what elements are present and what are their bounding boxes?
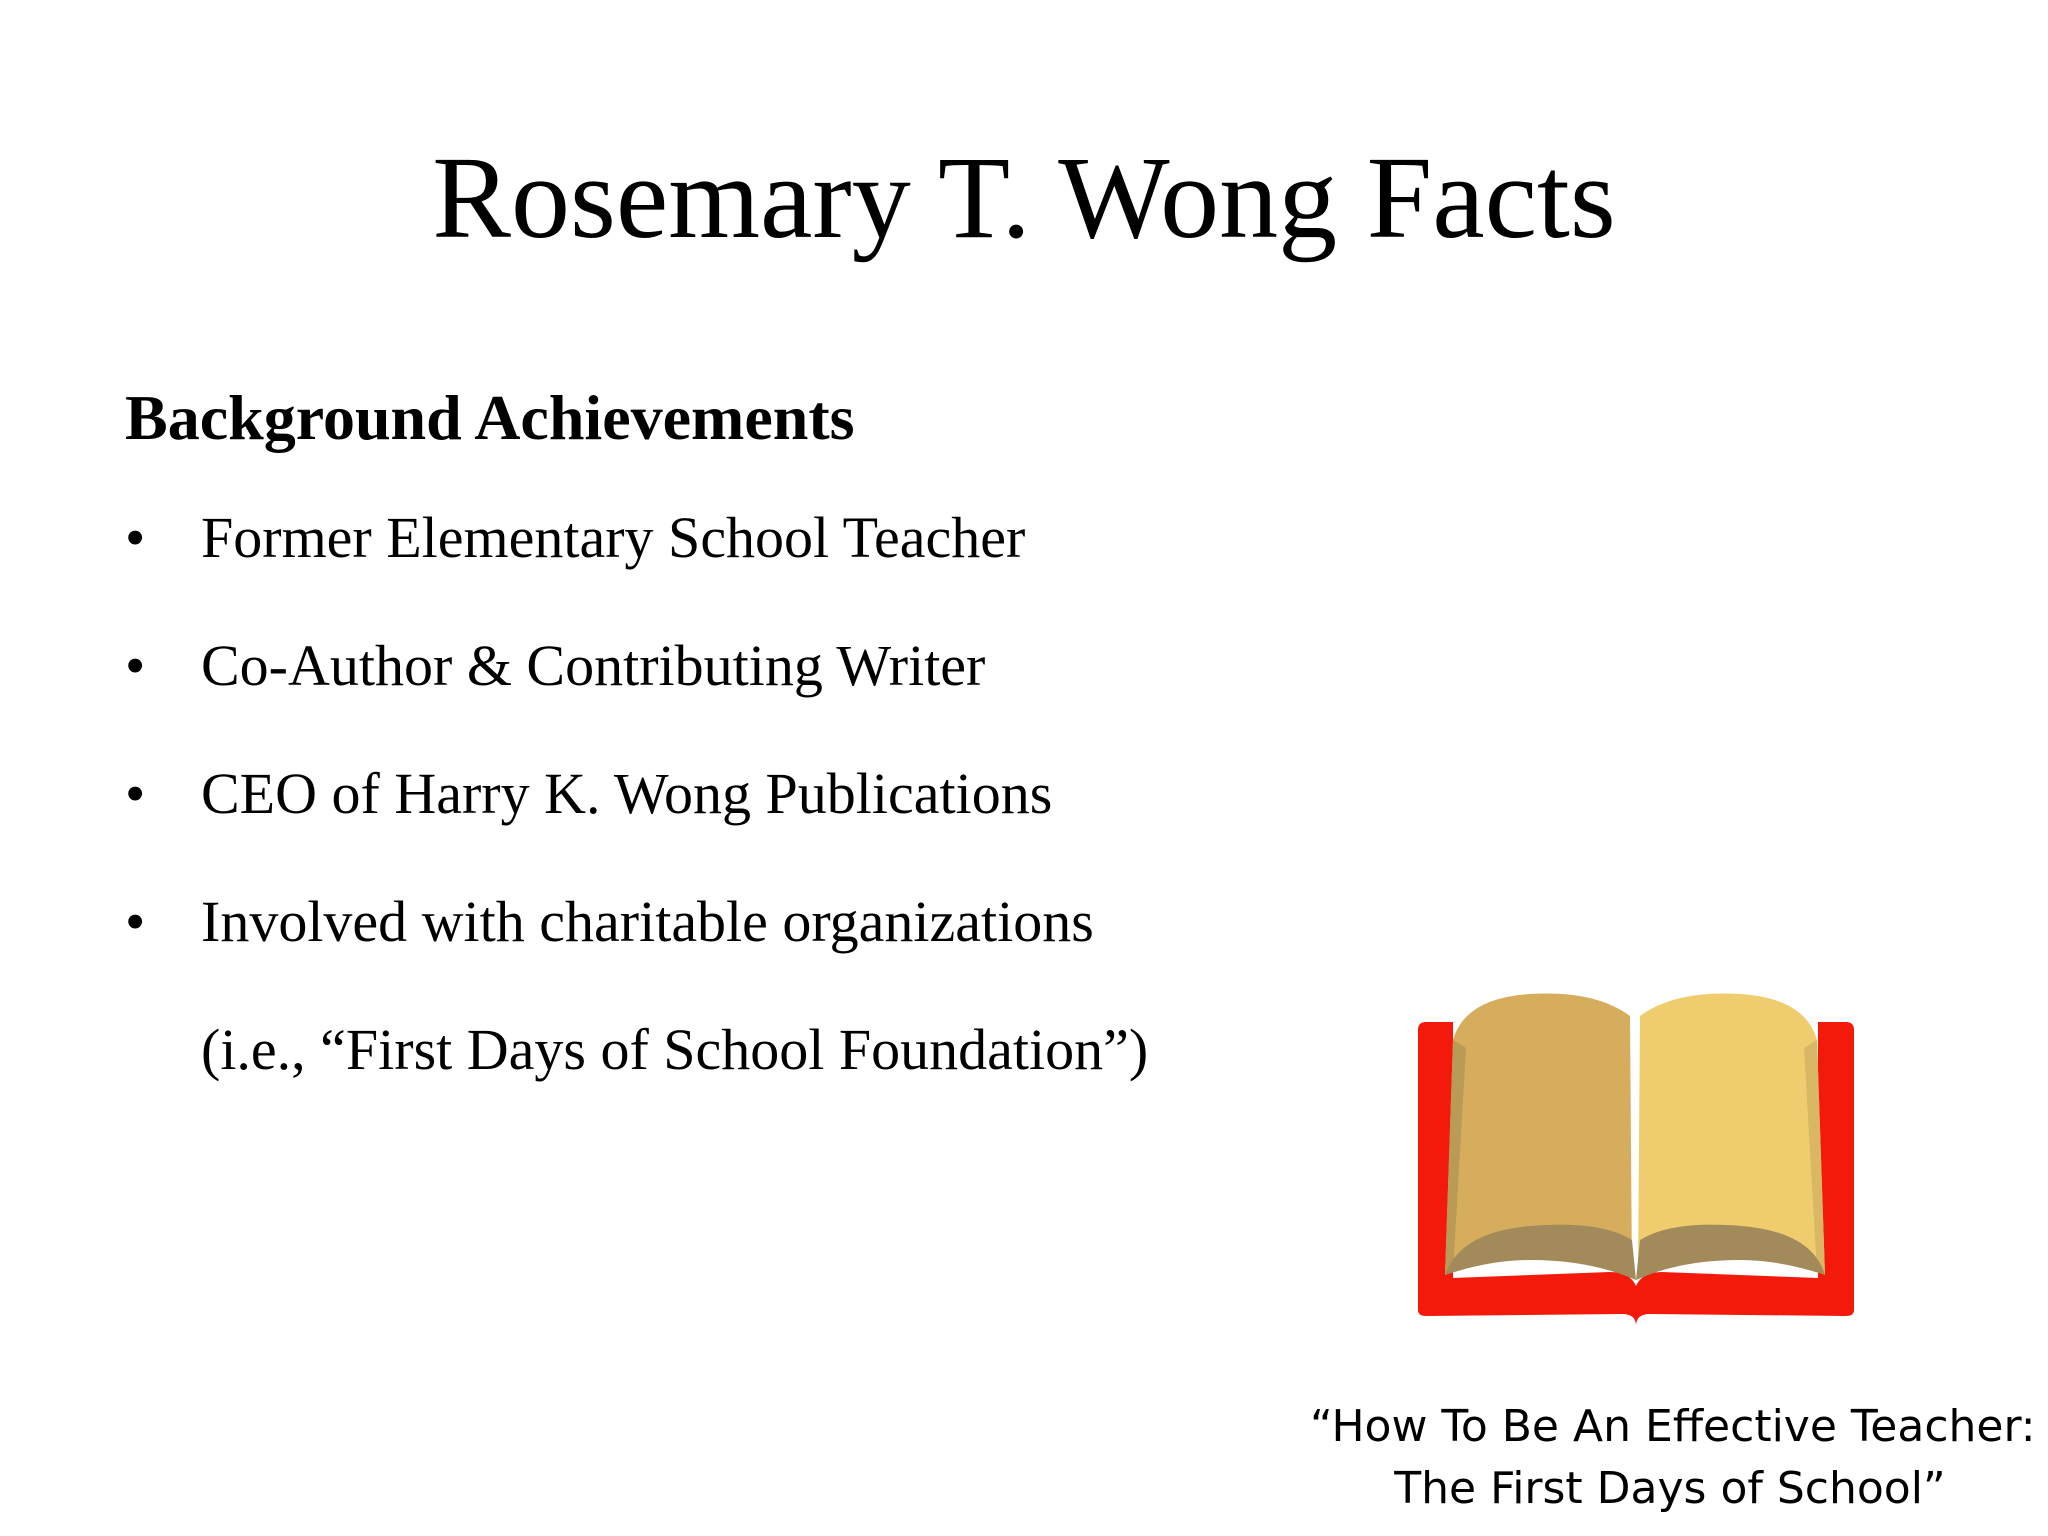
bullet-dot: • [125,889,146,954]
book-caption [1310,1396,2036,1520]
slide-title: Rosemary T. Wong Facts [432,132,1616,263]
section-heading: Background Achievements [125,382,855,453]
bullet-dot: • [125,633,146,698]
bullet-dot: • [125,505,146,570]
bullet-text: Co-Author & Contributing Writer [201,633,986,698]
bullet-dot: • [125,761,146,826]
caption-line-2: The First Days of School” [1394,1463,1946,1514]
bullet-text: CEO of Harry K. Wong Publications [201,761,1053,826]
caption-line-1: “How To Be An Effective Teacher: [1310,1401,2036,1452]
bullet-continuation: (i.e., “First Days of School Foundation”) [201,1017,1149,1082]
page-bottom [1445,1225,1825,1280]
bullet-text: Involved with charitable organizations [201,889,1094,954]
open-book-icon [1410,980,1860,1325]
bullet-text: Former Elementary School Teacher [201,505,1026,570]
